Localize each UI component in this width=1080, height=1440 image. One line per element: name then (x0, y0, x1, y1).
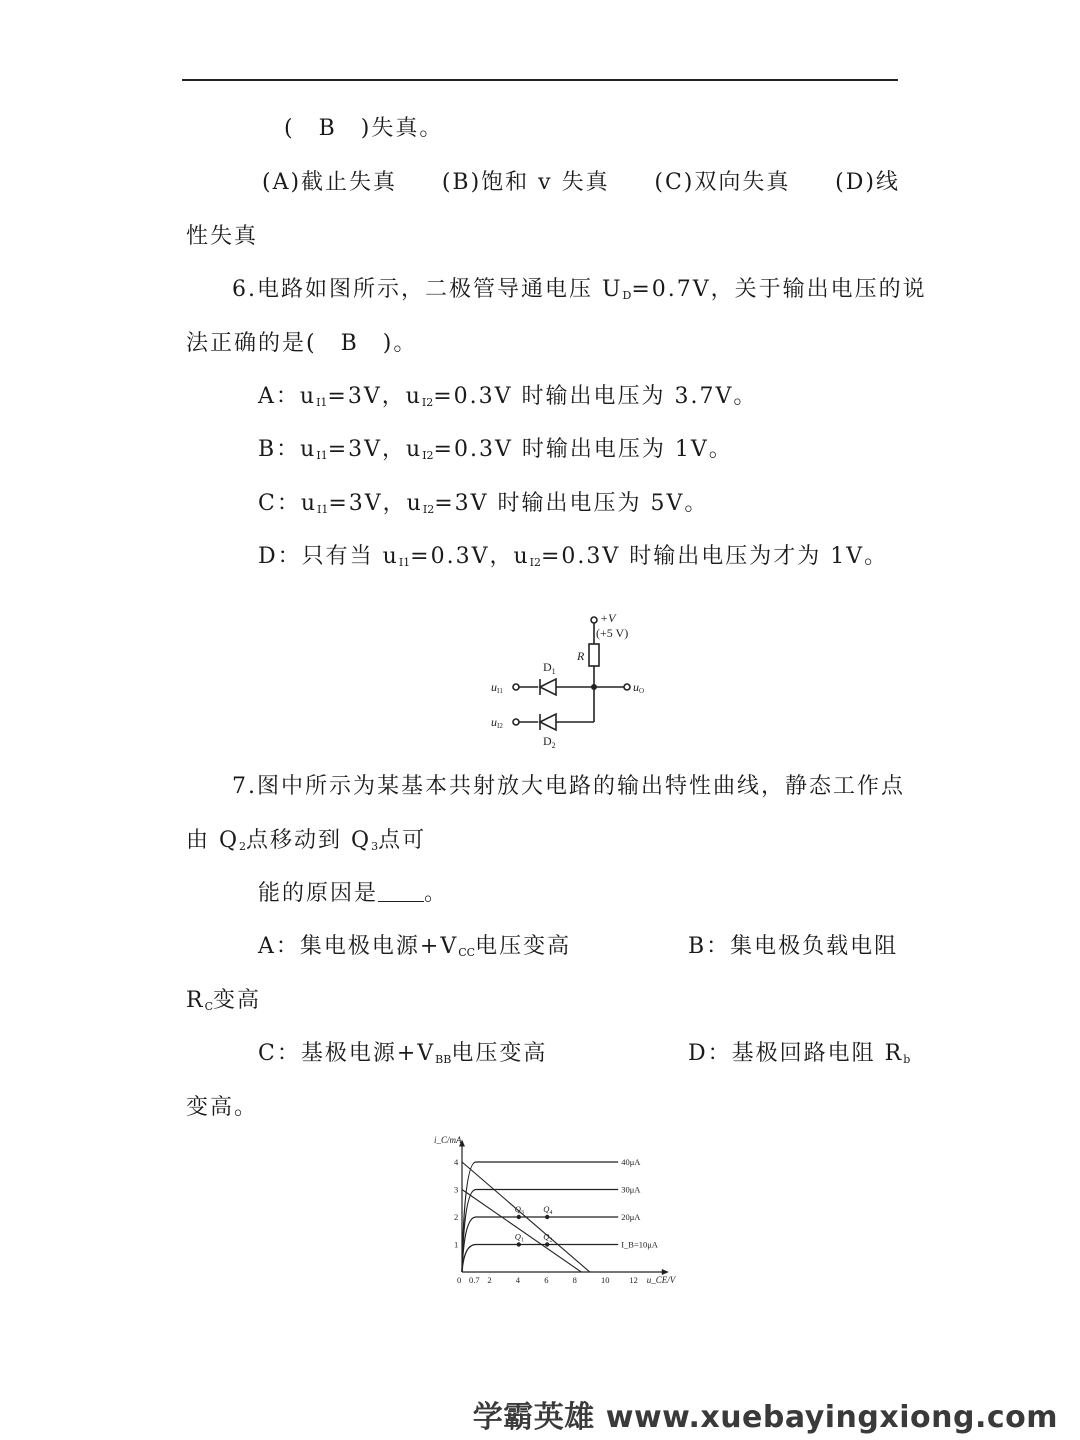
x-tick-label: 8 (572, 1275, 577, 1285)
d2-label: $D_2$ (543, 734, 556, 750)
q6-option-b: B：$u_{I1}=3V$，$u_{I2}=0.3V$ 时输出电压为 1V。 (258, 437, 733, 462)
q5-option-c: (C)双向失真 (654, 170, 791, 195)
x-tick-label: 0 (457, 1275, 462, 1285)
ib-curve-label: 40μA (621, 1157, 641, 1167)
q6-stem-line-2: 法正确的是( B )。 (186, 331, 418, 356)
y-tick-label: 1 (454, 1239, 459, 1250)
x-tick-label: 6 (544, 1275, 549, 1285)
x-tick-label: 4 (515, 1275, 521, 1285)
q5-option-b: (B)饱和 v 失真 (441, 170, 610, 195)
q6-option-a: A：$u_{I1}=3V$，$u_{I2}=0.3V$ 时输出电压为 3.7V。 (258, 384, 758, 409)
x-tick-label: 2 (487, 1275, 492, 1285)
q5-option-a: (A)截止失真 (262, 170, 398, 195)
input1-label: uI1 (491, 680, 503, 695)
footer-brand: 学霸英雄 www.xuebayingxiong.com (472, 1400, 1058, 1435)
output-terminal (624, 684, 630, 690)
supply-terminal (591, 617, 597, 623)
ib-curve (462, 1245, 618, 1273)
y-tick-label: 4 (454, 1157, 459, 1167)
q7-stem-line-1: 7.图中所示为某基本共射放大电路的输出特性曲线，静态工作点 (232, 774, 905, 799)
resistor-r (589, 644, 599, 666)
q7-option-b-cont: $R_C$变高 (186, 988, 262, 1013)
q-point-label: $Q_3$ (514, 1204, 524, 1216)
q-point-label: $Q_4$ (543, 1204, 553, 1216)
ib-curve-label: 30μA (621, 1184, 641, 1195)
q7-option-b: B：集电极负载电阻 (688, 934, 899, 959)
q-point-label: $Q_2$ (543, 1231, 553, 1244)
output-characteristics-chart (432, 1128, 682, 1286)
q6-stem-line-1: 6.电路如图所示，二极管导通电压 $U_D=0.7V$，关于输出电压的说 (232, 277, 927, 302)
d1-label: $D_1$ (543, 660, 556, 676)
output-label: uO (633, 680, 645, 695)
q7-stem-line-2: 由 $Q_2$点移动到 $Q_3$点可 (186, 828, 427, 853)
x-tick-label: 10 (601, 1275, 610, 1285)
q5-option-d: (D)线 (835, 170, 900, 195)
y-axis-label: i_C/mA (434, 1135, 462, 1145)
q5-options (262, 168, 900, 198)
q7-option-a: A：集电极电源$+V_{CC}$电压变高 (258, 934, 572, 959)
load-line (462, 1190, 581, 1273)
supply-label: +V (600, 611, 616, 625)
x-tick-label: 0.7 (468, 1275, 480, 1285)
y-tick-label: 2 (454, 1212, 459, 1222)
q5-option-d-cont: 性失真 (186, 224, 259, 249)
resistor-label: R (577, 649, 585, 663)
q5-answer-line: ( B )失真。 (284, 116, 444, 141)
q-point-label: $Q_1$ (514, 1231, 524, 1244)
q7-option-c: C：基极电源$+V_{BB}$电压变高 (258, 1041, 548, 1066)
x-axis-label: u_CE/V (646, 1275, 676, 1285)
ib-curve-label: I_B=10μA (621, 1239, 658, 1250)
supply-value: (+5 V) (596, 626, 629, 640)
input2-label: uI2 (491, 715, 503, 730)
q6-option-c: C：$u_{I1}=3V$，$u_{I2}=3V$ 时输出电压为 5V。 (258, 491, 709, 516)
q6-option-d: D：只有当 $u_{I1}=0.3V$，$u_{I2}=0.3V$ 时输出电压为才为 1V。 (258, 544, 889, 569)
diode-circuit-diagram (486, 610, 656, 758)
ib-curve-label: 20μA (621, 1212, 641, 1222)
y-tick-label: 3 (454, 1184, 459, 1195)
ib-curve (462, 1190, 618, 1273)
q7-option-d: D：基极回路电阻 $R_b$ (688, 1041, 911, 1066)
diode-d1-body (540, 679, 556, 695)
q7-option-d-cont: 变高。 (186, 1095, 259, 1120)
answer-blank (378, 881, 424, 902)
diode-d2-body (540, 714, 556, 730)
input2-terminal (513, 719, 519, 725)
q7-stem-line-3: 能的原因是 。 (258, 881, 449, 906)
header-rule (182, 79, 898, 81)
x-tick-label: 12 (629, 1275, 638, 1285)
input1-terminal (513, 684, 519, 690)
